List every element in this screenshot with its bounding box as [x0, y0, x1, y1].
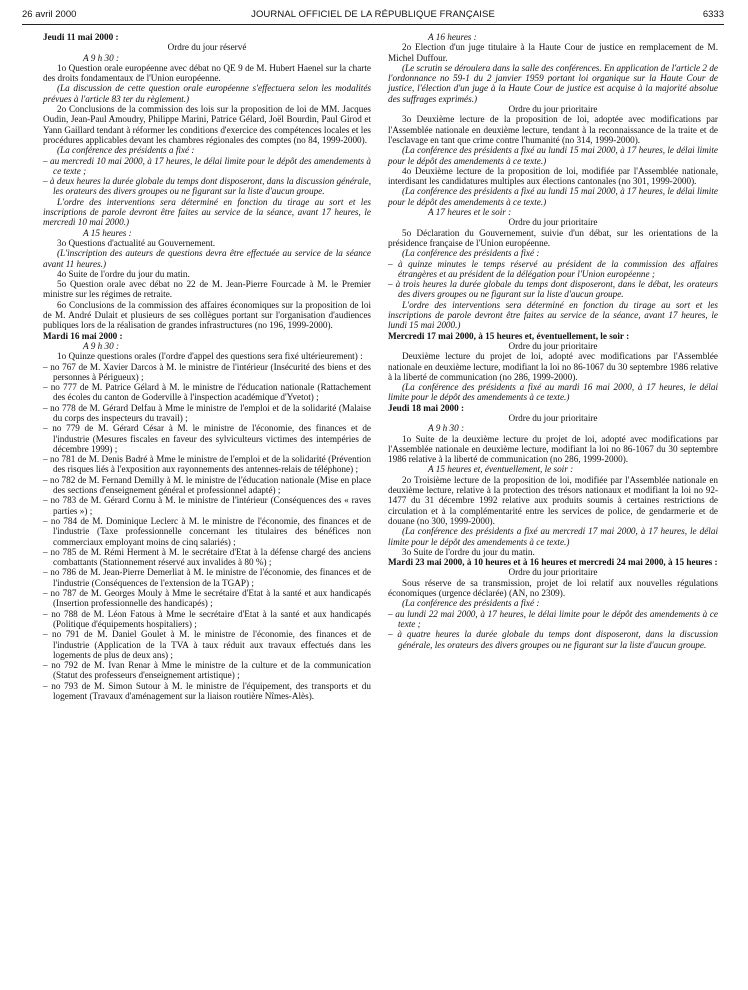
agenda-note: (La conférence des présidents a fixé : — [57, 145, 195, 156]
question-item: – no 786 de M. Jean-Pierre Demerliat à M. le ministre de l'économie, des finances et de l'industrie (Conséquences de l'extension de la TGAP) ; — [43, 567, 371, 588]
agenda-note: L'ordre des interventions sera déterminé en fonction du tirage au sort et les inscriptions de parole devront être faites au service de la séance, avant 17 heures, le mercredi 10 mai 2000.) — [43, 196, 371, 228]
time-heading: A 15 heures et, éventuellement, le soir : — [428, 464, 574, 475]
section-heading: Ordre du jour prioritaire — [508, 217, 598, 228]
question-item: – no 788 de M. Léon Fatous à Mme le secrétaire d'Etat à la santé et aux handicapés (Politique d'équipements hospitaliers) ; — [43, 608, 371, 629]
header-title: JOURNAL OFFICIEL DE LA RÉPUBLIQUE FRANÇAISE — [251, 9, 495, 20]
section-heading: Ordre du jour prioritaire — [508, 340, 598, 351]
agenda-note: (La conférence des présidents a fixé : — [402, 248, 540, 259]
question-item: – no 781 de M. Denis Badré à Mme le ministre de l'emploi et de la solidarité (Prévention des risques liés à l'exposition aux rayonnements des antennes-relais de téléphone) ; — [43, 454, 371, 475]
agenda-item: 5o Déclaration du Gouvernement, suivie d'un débat, sur les orientations de la présidence française de l'Union européenne. — [388, 227, 718, 248]
note-item: – au mercredi 10 mai 2000, à 17 heures, le délai limite pour le dépôt des amendements à ce texte ; — [43, 155, 371, 176]
agenda-note: (La discussion de cette question orale européenne s'effectuera selon les modalités prévues à l'article 83 ter du règlement.) — [43, 83, 371, 104]
question-item: – no 792 de M. Ivan Renar à Mme le ministre de la culture et de la communication (Statut des professeurs d'enseignement artistique) ; — [43, 660, 371, 681]
time-heading: A 17 heures et le soir : — [428, 207, 512, 218]
question-item: – no 778 de M. Gérard Delfau à Mme le ministre de l'emploi et de la solidarité (Malaise du corps des inspecteurs du travail) ; — [43, 402, 371, 423]
section-heading: Ordre du jour prioritaire — [508, 412, 598, 423]
header-date: 26 avril 2000 — [22, 9, 77, 20]
agenda-item: Sous réserve de sa transmission, projet de loi relatif aux nouvelles régulations économiques (urgence déclarée) (AN, no 2309). — [388, 577, 718, 599]
agenda-note: (Le scrutin se déroulera dans la salle des conférences. En application de l'article 2 de l'ordonnance no 59-1 du 2 janvier 1959 portant loi organique sur la Haute Cour de justice, l'élection d'un juge à la Haute Cour de justice est acquise à la majorité absolue des suffrages exprimés.) — [388, 62, 718, 104]
agenda-item: 2o Conclusions de la commission des lois sur la proposition de loi de MM. Jacques Oudin, Jean-Paul Amoudry, Philippe Marini, Patrice Gélard, Joël Bourdin, Paul Girod et Yann Gaillard tendant à réformer les conditions d'exercice des compétences locales et les procédures applicables devant les chambres régionales des comptes (no 84, 1999-2000). — [43, 104, 371, 145]
time-heading: A 15 heures : — [83, 227, 132, 238]
agenda-item: 1o Quinze questions orales (l'ordre d'appel des questions sera fixé ultérieurement) : — [57, 351, 363, 362]
section-heading: Ordre du jour prioritaire — [508, 567, 598, 578]
agenda-note: L'ordre des interventions sera déterminé en fonction du tirage au sort et les inscriptions de parole devront être faites au service de la séance, avant 17 heures, le lundi 15 mai 2000.) — [388, 299, 718, 331]
question-item: – no 791 de M. Daniel Goulet à M. le ministre de l'économie, des finances et de l'industrie (Application de la TVA à taux réduit aux travaux effectués dans les logements de plus de deux ans) ; — [43, 629, 371, 660]
time-heading: A 9 h 30 : — [83, 340, 120, 351]
question-item: – no 793 de M. Simon Sutour à M. le ministre de l'équipement, des transports et du logement (Travaux d'aménagement sur la liaison routière Nîmes-Alès). — [43, 680, 371, 701]
question-item: – no 787 de M. Georges Mouly à Mme le secrétaire d'Etat à la santé et aux handicapés (Insertion professionnelle des handicapés) ; — [43, 588, 371, 609]
agenda-note: (La conférence des présidents a fixé : — [402, 598, 540, 609]
agenda-item: 3o Questions d'actualité au Gouvernement. — [57, 237, 216, 248]
agenda-item: 2o Troisième lecture de la proposition de loi, modifiée par l'Assemblée nationale en deuxième lecture, relative à la protection des trésors nationaux et modifiant la loi no 92-1477 du 31 décembre 1992 relative aux produits soumis à certaines restrictions de circulation et à la complémentarité entre les services de police, de gendarmerie et de douane (no 300, 1999-2000). — [388, 474, 718, 526]
note-item: – à deux heures la durée globale du temps dont disposeront, dans la discussion générale, les orateurs des divers groupes ou ne figurant sur la liste d'aucun groupe. — [43, 176, 371, 197]
note-item: – à quinze minutes le temps réservé au président de la commission des affaires étrangères et au président de la délégation pour l'Union européenne ; — [388, 258, 718, 279]
note-item: – à quatre heures la durée globale du temps dont disposeront, dans la discussion générale, les orateurs des divers groupes ou ne figurant sur la liste d'aucun groupe. — [388, 629, 718, 650]
note-item: – à trois heures la durée globale du temps dont disposeront, dans le débat, les orateurs des divers groupes ou ne figurant sur la liste d'aucun groupe. — [388, 279, 718, 300]
agenda-note: (L'inscription des auteurs de questions devra être effectuée au service de la séance avant 11 heures.) — [43, 248, 371, 269]
question-item: – no 782 de M. Fernand Demilly à M. le ministre de l'éducation nationale (Mise en place des sections d'enseignement général et professionnel adapté) ; — [43, 474, 371, 496]
day-heading: Mardi 23 mai 2000, à 10 heures et à 16 heures et mercredi 24 mai 2000, à 15 heures : — [388, 557, 718, 568]
day-heading: Jeudi 11 mai 2000 : — [43, 32, 119, 42]
left-column — [43, 32, 371, 701]
day-heading: Jeudi 18 mai 2000 : — [388, 402, 465, 413]
agenda-item: 1o Question orale européenne avec débat no QE 9 de M. Hubert Haenel sur la charte des droits fondamentaux de l'Union européenne. — [43, 62, 371, 84]
agenda-item: 2o Election d'un juge titulaire à la Haute Cour de justice en remplacement de M. Michel Duffour. — [388, 42, 718, 63]
agenda-note: (La conférence des présidents a fixé au lundi 15 mai 2000, à 17 heures, le délai limite pour le dépôt des amendements à ce texte.) — [388, 145, 718, 166]
question-item: – no 785 de M. Rémi Herment à M. le secrétaire d'Etat à la défense chargé des anciens combattants (Stationnement réservé aux invalides à 80 %) ; — [43, 546, 371, 568]
agenda-item: 3o Deuxième lecture de la proposition de loi, adoptée avec modifications par l'Assemblée nationale en deuxième lecture, tendant à la reconnaissance de la traite et de l'esclavage en tant que crime contre l'humanité (no 314, 1999-2000). — [388, 114, 718, 145]
question-item: – no 767 de M. Xavier Darcos à M. le ministre de l'intérieur (Insécurité des biens et des personnes à Périgueux) ; — [43, 361, 371, 382]
time-heading: A 9 h 30 : — [83, 52, 120, 63]
agenda-note: (La conférence des présidents a fixé au mardi 16 mai 2000, à 17 heures, le délai limite pour le dépôt des amendements à ce texte.) — [388, 382, 718, 403]
question-item: – no 784 de M. Dominique Leclerc à M. le ministre de l'économie, des finances et de l'industrie (Taxe professionnelle concernant les titulaires des bénéfices non commerciaux employant moins de cinq salariés) ; — [43, 515, 371, 547]
agenda-item: Deuxième lecture du projet de loi, adopté avec modifications par l'Assemblée nationale en deuxième lecture, modifiant la loi no 86-1067 du 30 septembre 1986 relative à la liberté de communication (no 286, 1999-2000). — [388, 351, 718, 382]
time-heading: A 9 h 30 : — [428, 423, 465, 434]
header-rule — [22, 24, 724, 25]
day-heading: Mercredi 17 mai 2000, à 15 heures et, éventuellement, le soir : — [388, 330, 630, 341]
question-item: – no 777 de M. Patrice Gélard à M. le ministre de l'éducation nationale (Rattachement des écoles du canton de Goderville à l'inspection académique d'Yvetot) ; — [43, 382, 371, 403]
right-column — [388, 32, 718, 650]
question-item: – no 783 de M. Gérard Cornu à M. le ministre de l'intérieur (Conséquences des « raves parties ») ; — [43, 495, 371, 516]
agenda-item: 1o Suite de la deuxième lecture du projet de loi, adopté avec modifications par l'Assemblée nationale en deuxième lecture, modifiant la loi no 86-1067 du 30 septembre 1986 relative à la liberté de communication (no 286, 1999-2000). — [388, 433, 718, 465]
page-header — [22, 9, 724, 23]
agenda-item: 5o Question orale avec débat no 22 de M. Jean-Pierre Fourcade à M. le Premier ministre sur les régimes de retraite. — [43, 279, 371, 300]
agenda-item: 6o Conclusions de la commission des affaires économiques sur la proposition de loi de M. André Dulait et plusieurs de ses collègues portant sur l'organisation d'audiences publiques lors de la réalisation de grandes infrastructures (no 196, 1999-2000). — [43, 299, 371, 331]
question-item: – no 779 de M. Gérard César à M. le ministre de l'économie, des finances et de l'industrie (Mesures fiscales en faveur des sylviculteurs victimes des intempéries de décembre 1999) ; — [43, 423, 371, 454]
agenda-note: (La conférence des présidents a fixé au lundi 15 mai 2000, à 17 heures, le délai limite pour le dépôt des amendements à ce texte.) — [388, 186, 718, 207]
agenda-item: 4o Suite de l'ordre du jour du matin. — [57, 268, 190, 279]
agenda-note: (La conférence des présidents a fixé au mercredi 17 mai 2000, à 17 heures, le délai limite pour le dépôt des amendements à ce texte.) — [388, 526, 718, 547]
header-page-number: 6333 — [702, 9, 724, 20]
section-heading: Ordre du jour prioritaire — [508, 104, 598, 115]
note-item: – au lundi 22 mai 2000, à 17 heures, le délai limite pour le dépôt des amendements à ce texte ; — [388, 608, 718, 629]
time-heading: A 16 heures : — [428, 32, 477, 42]
agenda-item: 4o Deuxième lecture de la proposition de loi, modifiée par l'Assemblée nationale, interdisant les candidatures multiples aux élections cantonales (no 301, 1999-2000). — [388, 165, 718, 187]
section-heading: Ordre du jour réservé — [167, 42, 247, 53]
day-heading: Mardi 16 mai 2000 : — [43, 330, 123, 341]
agenda-item: 3o Suite de l'ordre du jour du matin. — [402, 546, 535, 557]
